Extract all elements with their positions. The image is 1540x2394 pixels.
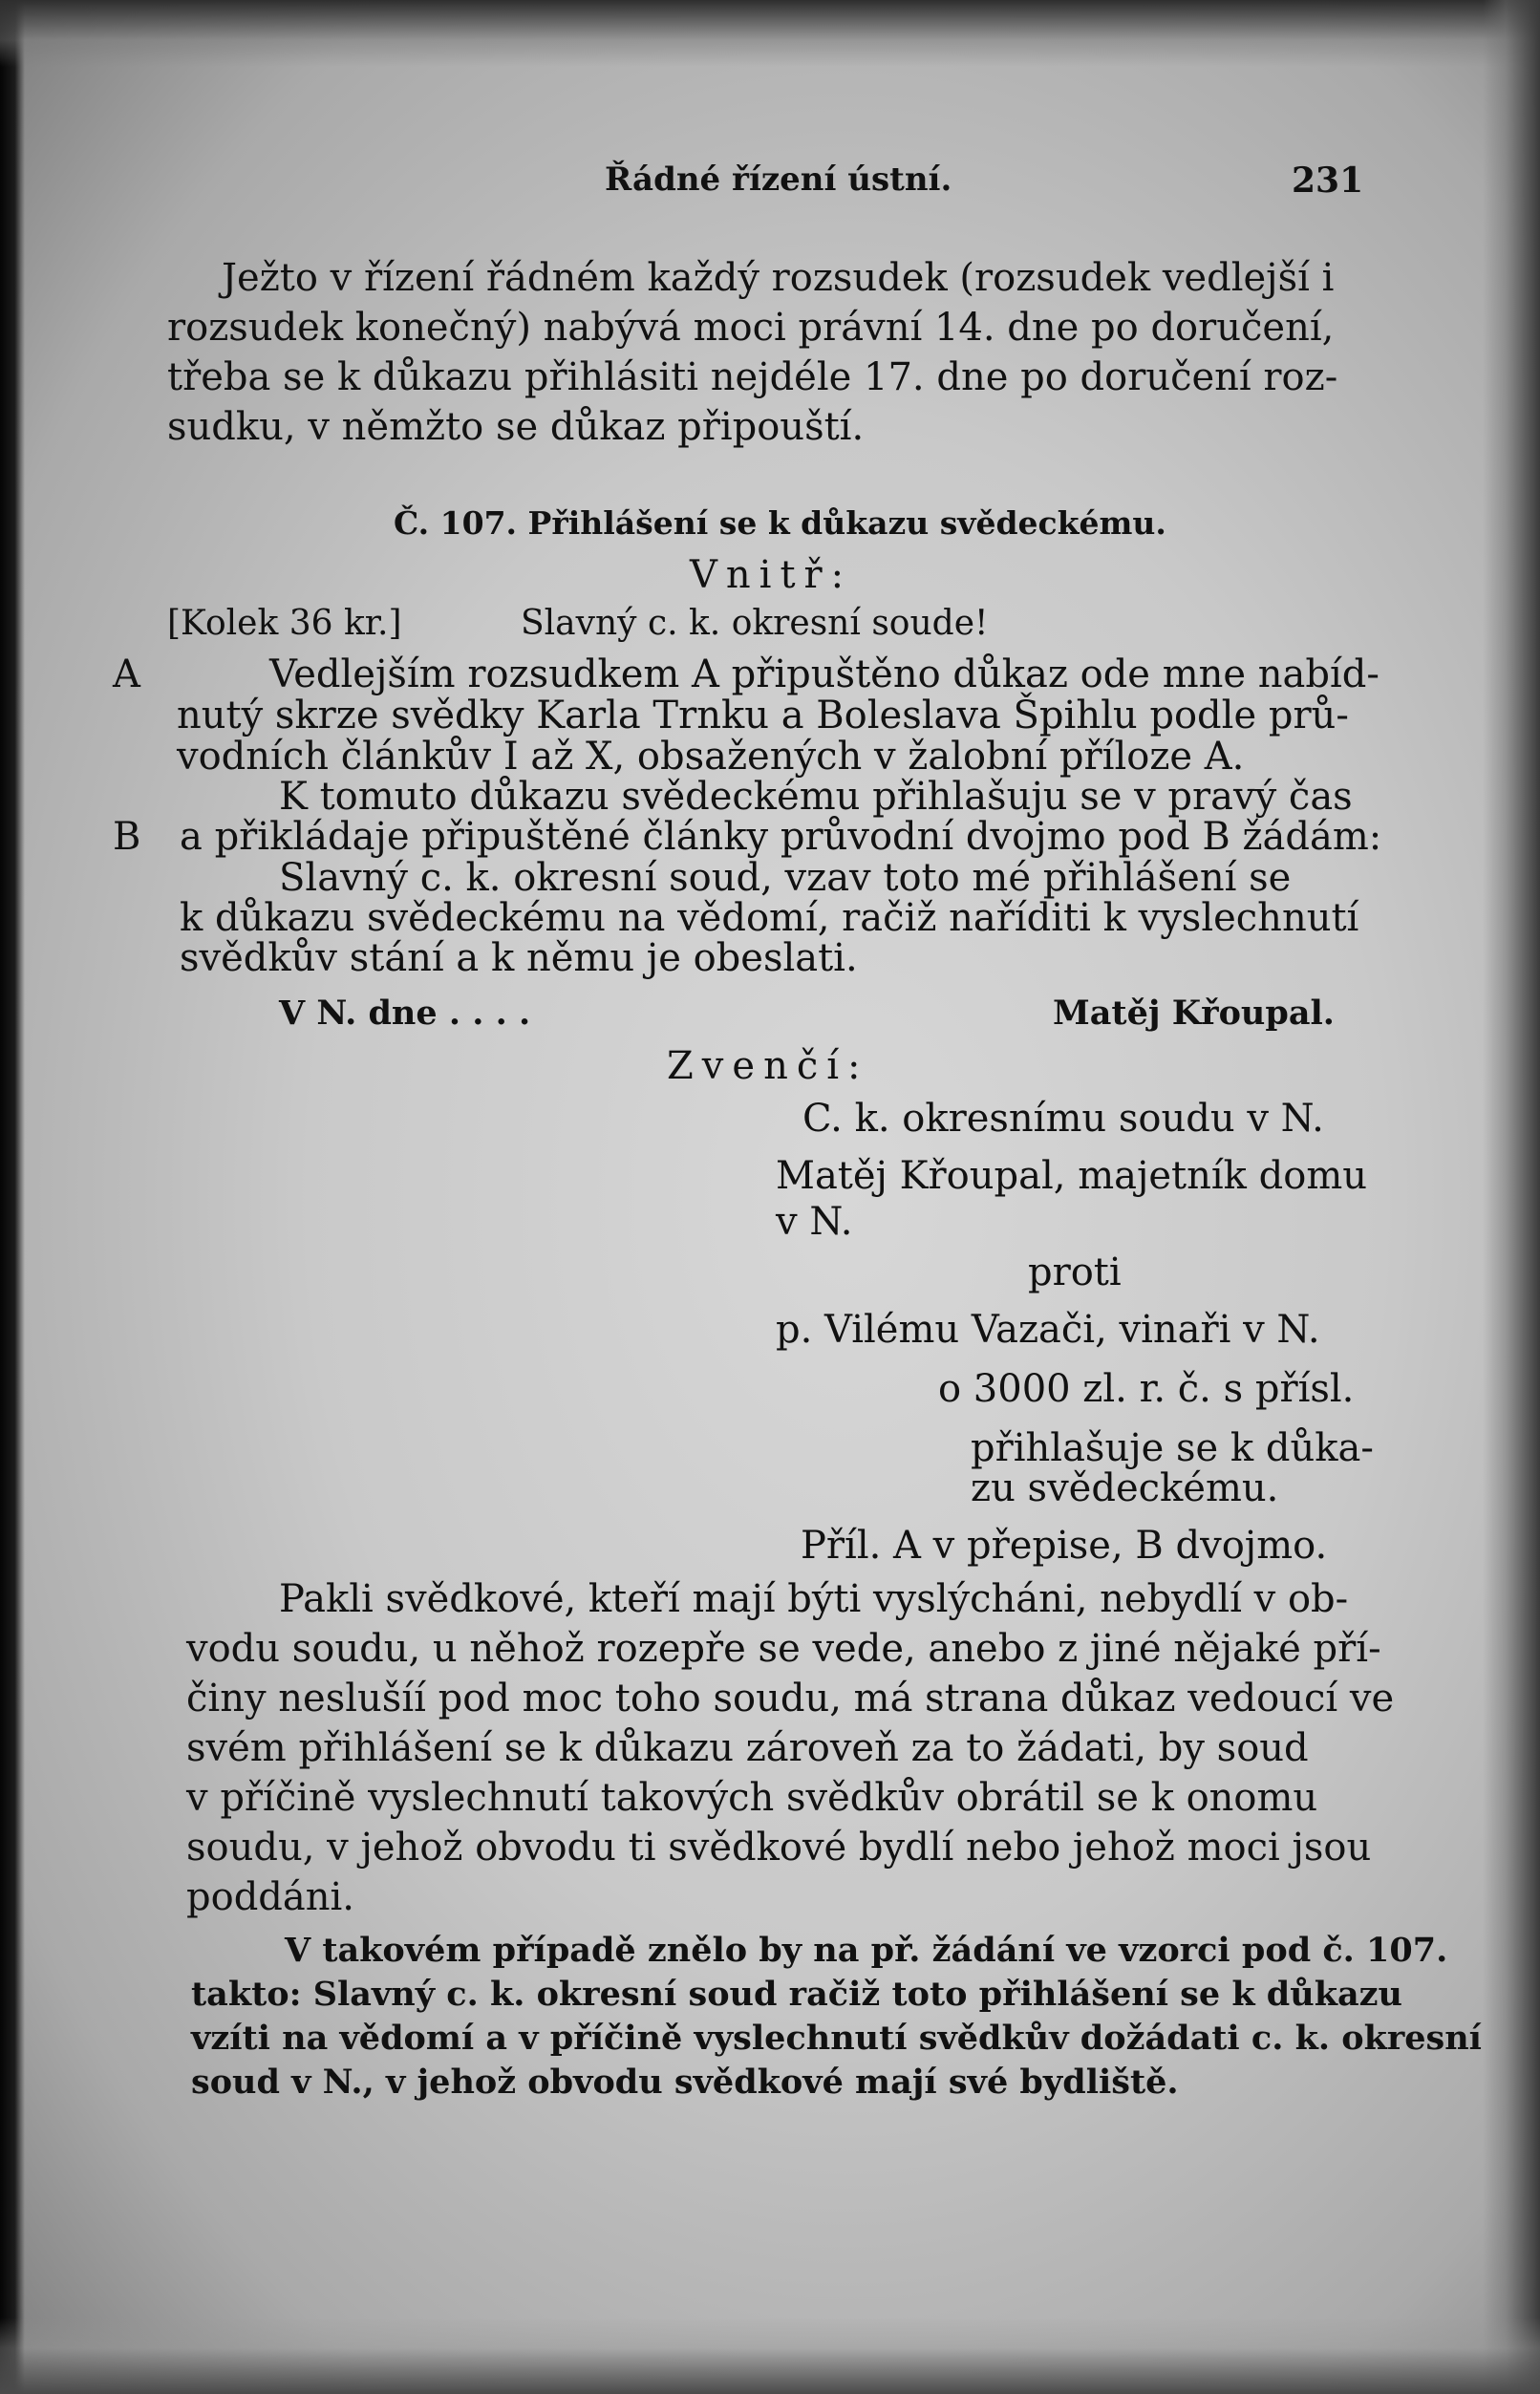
note-line: V takovém případě znělo by na př. žádání ve vzorci pod č. 107. — [285, 1931, 1448, 1970]
witness-paragraph-line: poddáni. — [186, 1875, 355, 1919]
inside-label: Vnitř: — [690, 553, 853, 597]
margin-mark-b: B — [113, 815, 141, 859]
form-body-line: k důkazu svědeckému na vědomí, račiž naříditi k vyslechnutí — [180, 896, 1359, 940]
form-body-line: Slavný c. k. okresní soud, vzav toto mé přihlášení se — [279, 856, 1292, 900]
place-date: V N. dne . . . . — [279, 994, 531, 1033]
outside-line: přihlašuje se k důka- — [971, 1426, 1374, 1470]
page-number: 231 — [1292, 160, 1364, 201]
form-heading: Č. 107. Přihlášení se k důkazu svědeckému. — [394, 504, 1166, 542]
form-body-line: a přikládaje připuštěné články průvodní dvojmo pod B žádám: — [180, 815, 1382, 859]
page-edge-shadow-bottom — [0, 2318, 1540, 2394]
intro-line: třeba se k důkazu přihlásiti nejdéle 17. dne po doručení roz- — [167, 355, 1338, 399]
outside-line: p. Vilému Vazači, vinaři v N. — [776, 1308, 1320, 1352]
page-edge-shadow-top — [0, 0, 1540, 67]
witness-paragraph-line: činy neslušíí pod moc toho soudu, má strana důkaz vedoucí ve — [186, 1677, 1395, 1721]
margin-mark-a: A — [113, 652, 140, 696]
outside-line: v N. — [776, 1200, 853, 1244]
witness-paragraph-line: svém přihlášení se k důkazu zároveň za to žádati, by soud — [186, 1726, 1309, 1770]
outside-label: Zvenčí: — [667, 1044, 869, 1088]
stamp-note: [Kolek 36 kr.] — [167, 604, 402, 643]
note-line: soud v N., v jehož obvodu svědkové mají své bydliště. — [191, 2063, 1179, 2102]
note-line: takto: Slavný c. k. okresní soud račiž toto přihlášení se k důkazu — [191, 1975, 1402, 2014]
witness-paragraph-line: soudu, v jehož obvodu ti svědkové bydlí nebo jehož moci jsou — [186, 1826, 1372, 1870]
page-edge-shadow-right — [1483, 0, 1540, 2394]
witness-paragraph-line: vodu soudu, u něhož rozepře se vede, anebo z jiné nějaké pří- — [186, 1627, 1381, 1671]
intro-line: sudku, v němžto se důkaz připouští. — [167, 405, 865, 449]
salutation: Slavný c. k. okresní soude! — [521, 604, 989, 643]
form-body-line: Vedlejším rozsudkem A připuštěno důkaz ode mne nabíd- — [269, 652, 1380, 696]
witness-paragraph-line: v příčině vyslechnutí takových svědkův obrátil se k onomu — [186, 1776, 1318, 1820]
outside-line: Příl. A v přepise, B dvojmo. — [801, 1524, 1328, 1568]
signature: Matěj Křoupal. — [1053, 994, 1335, 1033]
outside-line: proti — [1028, 1250, 1122, 1294]
form-body-line: K tomuto důkazu svědeckému přihlašuju se v pravý čas — [279, 775, 1353, 819]
outside-line: Matěj Křoupal, majetník domu — [776, 1154, 1368, 1198]
outside-line: C. k. okresnímu soudu v N. — [802, 1097, 1324, 1141]
witness-paragraph-line: Pakli svědkové, kteří mají býti vyslýcháni, nebydlí v ob- — [279, 1577, 1349, 1621]
page-edge-shadow-left — [0, 0, 25, 2394]
running-title: Řádné řízení ústní. — [605, 160, 952, 199]
note-line: vzíti na vědomí a v příčině vyslechnutí svědkův dožádati c. k. okresní — [191, 2019, 1482, 2058]
outside-line: o 3000 zl. r. č. s přísl. — [938, 1367, 1355, 1411]
form-body-line: svědkův stání a k němu je obeslati. — [180, 936, 858, 980]
form-body-line: vodních článkův I až X, obsažených v žalobní příloze A. — [177, 735, 1245, 779]
outside-line: zu svědeckému. — [971, 1466, 1279, 1510]
intro-line: Ježto v řízení řádném každý rozsudek (rozsudek vedlejší i — [222, 256, 1335, 300]
form-body-line: nutý skrze svědky Karla Trnku a Boleslava Špihlu podle prů- — [177, 694, 1349, 737]
intro-line: rozsudek konečný) nabývá moci právní 14. dne po doručení, — [167, 306, 1335, 350]
